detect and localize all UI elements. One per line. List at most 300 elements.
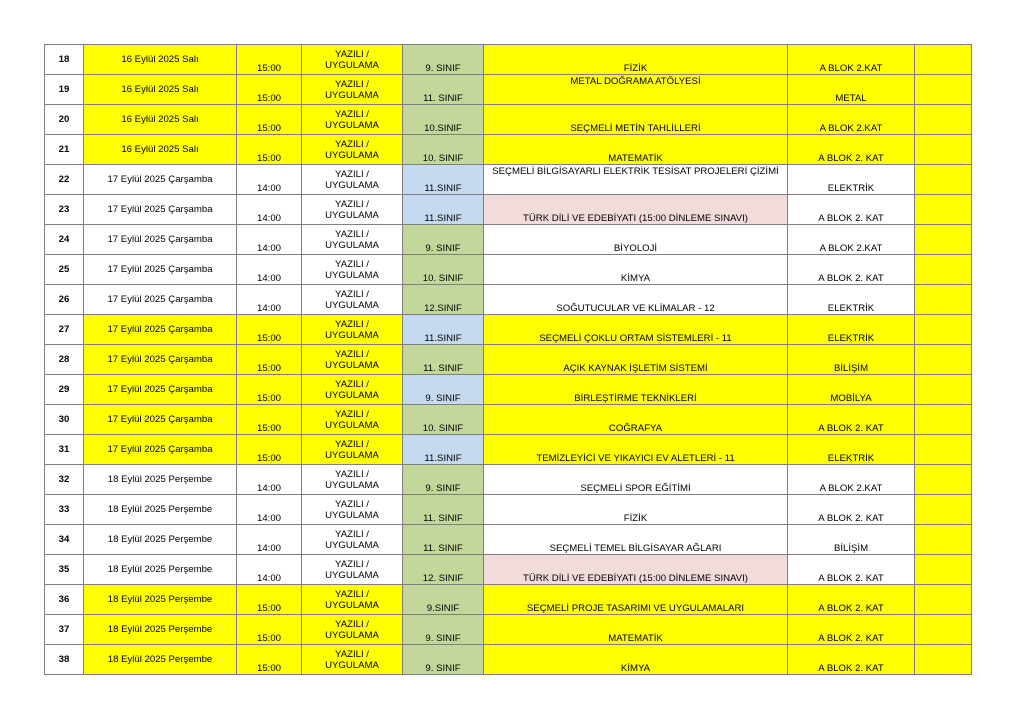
- class-level-cell-text: 10.SINIF: [424, 123, 462, 134]
- exam-type-line1: YAZILI /: [335, 378, 369, 390]
- exam-time-cell: [237, 105, 302, 135]
- row-number-cell: 26: [45, 285, 84, 315]
- exam-type-line1: YAZILI /: [335, 648, 369, 660]
- exam-type-cell: [302, 495, 403, 525]
- exam-type-line1: YAZILI /: [335, 348, 369, 360]
- subject-cell-text: KİMYA: [620, 273, 651, 284]
- table-row: [45, 225, 972, 255]
- exam-type-line2: UYGULAMA: [325, 59, 379, 71]
- subject-cell-text: COĞRAFYA: [608, 423, 663, 434]
- subject-cell: [484, 585, 788, 615]
- exam-type-line1: YAZILI /: [335, 528, 369, 540]
- exam-date-cell: 17 Eylül 2025 Çarşamba: [84, 435, 237, 465]
- class-level-cell-text: 9.SINIF: [426, 603, 460, 614]
- exam-time-cell: [237, 345, 302, 375]
- exam-location-cell-text: A BLOK 2.KAT: [819, 123, 883, 134]
- exam-time-cell: [237, 135, 302, 165]
- exam-time-cell: [237, 315, 302, 345]
- class-level-cell-text: 12. SINIF: [422, 573, 464, 584]
- row-number-cell: 30: [45, 405, 84, 435]
- exam-location-cell: [788, 135, 915, 165]
- class-level-cell-text: 11. SINIF: [423, 513, 463, 524]
- subject-cell: [484, 555, 788, 585]
- exam-time-cell-text: 14:00: [256, 483, 281, 494]
- exam-schedule-sheet: [44, 44, 972, 675]
- subject-cell-text: SEÇMELİ ÇOKLU ORTAM SİSTEMLERİ - 11: [539, 333, 732, 344]
- class-level-cell: [403, 435, 484, 465]
- subject-cell-text: FİZİK: [623, 513, 648, 524]
- exam-type-line2: UYGULAMA: [325, 299, 379, 311]
- exam-time-cell-text: 14:00: [256, 543, 281, 554]
- class-level-cell: [403, 495, 484, 525]
- exam-type-line1: YAZILI /: [335, 618, 369, 630]
- exam-type-cell: [302, 585, 403, 615]
- exam-location-cell-text: A BLOK 2.KAT: [819, 63, 883, 74]
- exam-type-cell: [302, 255, 403, 285]
- exam-type-line1: YAZILI /: [335, 318, 369, 330]
- exam-type-line2: UYGULAMA: [325, 359, 379, 371]
- subject-cell-text: SOĞUTUCULAR VE KLİMALAR - 12: [556, 303, 715, 314]
- exam-time-cell: [237, 645, 302, 675]
- exam-date-cell: 18 Eylül 2025 Perşembe: [84, 495, 237, 525]
- row-number-cell: 20: [45, 105, 84, 135]
- exam-location-cell: [788, 105, 915, 135]
- exam-time-cell-text: 15:00: [256, 663, 281, 674]
- exam-location-cell: [788, 405, 915, 435]
- subject-cell-text: METAL DOĞRAMA ATÖLYESİ: [570, 76, 701, 87]
- class-level-cell-text: 11.SINIF: [424, 453, 462, 464]
- exam-type-line2: UYGULAMA: [325, 659, 379, 671]
- exam-time-cell-text: 15:00: [256, 363, 281, 374]
- subject-cell: [484, 135, 788, 165]
- subject-cell-text: SEÇMELİ SPOR EĞİTİMİ: [580, 483, 691, 494]
- exam-location-cell-text: A BLOK 2. KAT: [818, 513, 884, 524]
- empty-side-cell: [915, 315, 972, 345]
- subject-cell: [484, 435, 788, 465]
- row-number-cell: 38: [45, 645, 84, 675]
- subject-cell-text: SEÇMELİ PROJE TASARIMI VE UYGULAMALARI: [526, 603, 745, 614]
- exam-time-cell-text: 15:00: [256, 333, 281, 344]
- class-level-cell-text: 9. SINIF: [425, 63, 461, 74]
- class-level-cell-text: 9. SINIF: [425, 243, 461, 254]
- empty-side-cell: [915, 405, 972, 435]
- exam-time-cell-text: 15:00: [256, 633, 281, 644]
- exam-date-cell: 17 Eylül 2025 Çarşamba: [84, 225, 237, 255]
- exam-location-cell-text: ELEKTRİK: [827, 333, 875, 344]
- exam-location-cell: [788, 375, 915, 405]
- table-row: [45, 375, 972, 405]
- exam-type-cell: [302, 405, 403, 435]
- exam-type-line2: UYGULAMA: [325, 119, 379, 131]
- exam-type-line2: UYGULAMA: [325, 179, 379, 191]
- class-level-cell: [403, 285, 484, 315]
- table-row: [45, 165, 972, 195]
- exam-time-cell-text: 14:00: [256, 273, 281, 284]
- exam-type-line2: UYGULAMA: [325, 149, 379, 161]
- class-level-cell: [403, 165, 484, 195]
- exam-location-cell-text: A BLOK 2. KAT: [818, 213, 884, 224]
- table-row: [45, 525, 972, 555]
- exam-type-line2: UYGULAMA: [325, 269, 379, 281]
- exam-time-cell-text: 15:00: [256, 393, 281, 404]
- exam-location-cell: [788, 345, 915, 375]
- row-number-cell: 32: [45, 465, 84, 495]
- subject-cell-text: FİZİK: [623, 63, 648, 74]
- exam-type-line2: UYGULAMA: [325, 599, 379, 611]
- row-number-cell: 18: [45, 45, 84, 75]
- exam-date-cell: 17 Eylül 2025 Çarşamba: [84, 285, 237, 315]
- exam-type-line2: UYGULAMA: [325, 419, 379, 431]
- exam-type-cell: [302, 615, 403, 645]
- table-row: [45, 435, 972, 465]
- exam-time-cell: [237, 435, 302, 465]
- exam-location-cell: [788, 165, 915, 195]
- class-level-cell: [403, 375, 484, 405]
- subject-cell: [484, 495, 788, 525]
- exam-location-cell-text: A BLOK 2.KAT: [819, 483, 883, 494]
- exam-location-cell: [788, 45, 915, 75]
- class-level-cell-text: 11. SINIF: [423, 543, 463, 554]
- empty-side-cell: [915, 525, 972, 555]
- exam-type-line1: YAZILI /: [335, 198, 369, 210]
- class-level-cell-text: 10. SINIF: [422, 423, 464, 434]
- class-level-cell: [403, 105, 484, 135]
- empty-side-cell: [915, 585, 972, 615]
- row-number-cell: 19: [45, 75, 84, 105]
- exam-time-cell-text: 14:00: [256, 513, 281, 524]
- subject-cell-text: MATEMATİK: [608, 633, 663, 644]
- exam-type-cell: [302, 135, 403, 165]
- row-number-cell: 33: [45, 495, 84, 525]
- class-level-cell-text: 11. SINIF: [423, 363, 463, 374]
- exam-type-line2: UYGULAMA: [325, 329, 379, 341]
- exam-type-line1: YAZILI /: [335, 258, 369, 270]
- exam-date-cell: 17 Eylül 2025 Çarşamba: [84, 405, 237, 435]
- exam-time-cell: [237, 405, 302, 435]
- row-number-cell: 25: [45, 255, 84, 285]
- subject-cell-text: BİRLEŞTİRME TEKNİKLERİ: [574, 393, 697, 404]
- exam-time-cell: [237, 585, 302, 615]
- row-number-cell: 36: [45, 585, 84, 615]
- class-level-cell-text: 9. SINIF: [425, 483, 461, 494]
- subject-cell: [484, 285, 788, 315]
- class-level-cell: [403, 75, 484, 105]
- table-row: [45, 465, 972, 495]
- exam-type-line2: UYGULAMA: [325, 449, 379, 461]
- class-level-cell-text: 10. SINIF: [422, 153, 464, 164]
- exam-type-line1: YAZILI /: [335, 288, 369, 300]
- exam-time-cell-text: 14:00: [256, 243, 281, 254]
- class-level-cell: [403, 225, 484, 255]
- class-level-cell-text: 11.SINIF: [424, 333, 462, 344]
- class-level-cell-text: 11. SINIF: [423, 93, 463, 104]
- subject-cell-text: SEÇMELİ METİN TAHLİLLERİ: [570, 123, 701, 134]
- table-row: [45, 285, 972, 315]
- exam-time-cell-text: 15:00: [256, 63, 281, 74]
- exam-date-cell: 18 Eylül 2025 Perşembe: [84, 645, 237, 675]
- table-row: [45, 495, 972, 525]
- row-number-cell: 24: [45, 225, 84, 255]
- subject-cell-text: TÜRK DİLİ VE EDEBİYATI (15:00 DİNLEME SINAVI): [523, 573, 748, 584]
- empty-side-cell: [915, 195, 972, 225]
- empty-side-cell: [915, 105, 972, 135]
- exam-location-cell: [788, 555, 915, 585]
- exam-location-cell: [788, 585, 915, 615]
- exam-location-cell: [788, 615, 915, 645]
- exam-time-cell: [237, 45, 302, 75]
- exam-time-cell-text: 14:00: [256, 303, 281, 314]
- empty-side-cell: [915, 255, 972, 285]
- exam-type-line2: UYGULAMA: [325, 89, 379, 101]
- exam-time-cell: [237, 465, 302, 495]
- exam-location-cell-text: A BLOK 2. KAT: [818, 633, 884, 644]
- exam-date-cell: 17 Eylül 2025 Çarşamba: [84, 195, 237, 225]
- row-number-cell: 21: [45, 135, 84, 165]
- subject-cell: [484, 165, 788, 195]
- exam-time-cell-text: 15:00: [256, 423, 281, 434]
- class-level-cell-text: 10. SINIF: [422, 273, 464, 284]
- table-row: [45, 585, 972, 615]
- exam-time-cell-text: 14:00: [256, 183, 281, 194]
- exam-time-cell: [237, 75, 302, 105]
- exam-type-cell: [302, 315, 403, 345]
- subject-cell-text: KİMYA: [620, 663, 651, 674]
- class-level-cell: [403, 195, 484, 225]
- exam-time-cell-text: 14:00: [256, 213, 281, 224]
- exam-location-cell: [788, 255, 915, 285]
- class-level-cell-text: 9. SINIF: [425, 663, 461, 674]
- exam-type-line2: UYGULAMA: [325, 479, 379, 491]
- exam-date-cell: 18 Eylül 2025 Perşembe: [84, 525, 237, 555]
- table-row: [45, 405, 972, 435]
- exam-time-cell-text: 15:00: [256, 603, 281, 614]
- exam-time-cell-text: 14:00: [256, 573, 281, 584]
- exam-date-cell: 17 Eylül 2025 Çarşamba: [84, 315, 237, 345]
- row-number-cell: 31: [45, 435, 84, 465]
- exam-location-cell: [788, 285, 915, 315]
- empty-side-cell: [915, 165, 972, 195]
- subject-cell: [484, 615, 788, 645]
- exam-location-cell-text: ELEKTRİK: [827, 303, 875, 314]
- exam-schedule-table: [44, 44, 972, 675]
- exam-location-cell-text: A BLOK 2. KAT: [818, 153, 884, 164]
- empty-side-cell: [915, 45, 972, 75]
- exam-date-cell: 16 Eylül 2025 Salı: [84, 45, 237, 75]
- exam-location-cell-text: BİLİŞİM: [833, 363, 869, 374]
- row-number-cell: 28: [45, 345, 84, 375]
- exam-location-cell: [788, 495, 915, 525]
- table-row: [45, 345, 972, 375]
- exam-location-cell: [788, 225, 915, 255]
- exam-time-cell: [237, 495, 302, 525]
- row-number-cell: 27: [45, 315, 84, 345]
- exam-date-cell: 16 Eylül 2025 Salı: [84, 105, 237, 135]
- exam-type-line2: UYGULAMA: [325, 629, 379, 641]
- row-number-cell: 34: [45, 525, 84, 555]
- exam-time-cell: [237, 285, 302, 315]
- exam-date-cell: 18 Eylül 2025 Perşembe: [84, 555, 237, 585]
- subject-cell: [484, 225, 788, 255]
- subject-cell-text: BİYOLOJİ: [613, 243, 658, 254]
- class-level-cell: [403, 615, 484, 645]
- subject-cell: [484, 645, 788, 675]
- exam-type-line2: UYGULAMA: [325, 209, 379, 221]
- class-level-cell-text: 12.SINIF: [424, 303, 462, 314]
- exam-location-cell: [788, 315, 915, 345]
- class-level-cell: [403, 405, 484, 435]
- exam-date-cell: 18 Eylül 2025 Perşembe: [84, 615, 237, 645]
- exam-location-cell-text: ELEKTRİK: [827, 183, 875, 194]
- exam-time-cell-text: 15:00: [256, 453, 281, 464]
- subject-cell: [484, 405, 788, 435]
- table-row: [45, 45, 972, 75]
- subject-cell-text: MATEMATİK: [608, 153, 663, 164]
- empty-side-cell: [915, 495, 972, 525]
- row-number-cell: 35: [45, 555, 84, 585]
- exam-type-line2: UYGULAMA: [325, 569, 379, 581]
- exam-date-cell: 18 Eylül 2025 Perşembe: [84, 585, 237, 615]
- class-level-cell: [403, 555, 484, 585]
- subject-cell: [484, 75, 788, 105]
- row-number-cell: 22: [45, 165, 84, 195]
- exam-type-line1: YAZILI /: [335, 588, 369, 600]
- exam-type-line2: UYGULAMA: [325, 509, 379, 521]
- exam-time-cell: [237, 255, 302, 285]
- exam-date-cell: 18 Eylül 2025 Perşembe: [84, 465, 237, 495]
- exam-type-line2: UYGULAMA: [325, 239, 379, 251]
- row-number-cell: 37: [45, 615, 84, 645]
- exam-type-line1: YAZILI /: [335, 108, 369, 120]
- class-level-cell: [403, 315, 484, 345]
- exam-time-cell: [237, 555, 302, 585]
- row-number-cell: 29: [45, 375, 84, 405]
- subject-cell: [484, 375, 788, 405]
- class-level-cell: [403, 135, 484, 165]
- empty-side-cell: [915, 555, 972, 585]
- exam-type-cell: [302, 225, 403, 255]
- class-level-cell-text: 11.SINIF: [424, 183, 462, 194]
- empty-side-cell: [915, 435, 972, 465]
- exam-type-line1: YAZILI /: [335, 48, 369, 60]
- exam-location-cell-text: METAL: [835, 93, 867, 104]
- subject-cell: [484, 345, 788, 375]
- exam-type-line1: YAZILI /: [335, 468, 369, 480]
- exam-time-cell: [237, 375, 302, 405]
- exam-location-cell: [788, 435, 915, 465]
- exam-date-cell: 17 Eylül 2025 Çarşamba: [84, 375, 237, 405]
- schedule-rows: [45, 45, 972, 675]
- table-row: [45, 615, 972, 645]
- subject-cell: [484, 255, 788, 285]
- exam-type-line1: YAZILI /: [335, 438, 369, 450]
- empty-side-cell: [915, 285, 972, 315]
- exam-date-cell: 16 Eylül 2025 Salı: [84, 75, 237, 105]
- exam-date-cell: 17 Eylül 2025 Çarşamba: [84, 345, 237, 375]
- subject-cell: [484, 195, 788, 225]
- exam-location-cell-text: A BLOK 2. KAT: [818, 273, 884, 284]
- subject-cell-text: AÇIK KAYNAK İŞLETİM SİSTEMİ: [563, 363, 708, 374]
- exam-type-cell: [302, 45, 403, 75]
- exam-location-cell-text: BİLİŞİM: [833, 543, 869, 554]
- empty-side-cell: [915, 75, 972, 105]
- exam-location-cell-text: A BLOK 2. KAT: [818, 663, 884, 674]
- exam-type-cell: [302, 285, 403, 315]
- exam-type-line1: YAZILI /: [335, 408, 369, 420]
- exam-location-cell-text: ELEKTRİK: [827, 453, 875, 464]
- exam-time-cell: [237, 525, 302, 555]
- exam-time-cell: [237, 615, 302, 645]
- table-row: [45, 135, 972, 165]
- exam-type-line2: UYGULAMA: [325, 389, 379, 401]
- subject-cell: [484, 315, 788, 345]
- class-level-cell-text: 9. SINIF: [425, 633, 461, 644]
- exam-type-cell: [302, 465, 403, 495]
- row-number-cell: 23: [45, 195, 84, 225]
- class-level-cell: [403, 255, 484, 285]
- exam-location-cell-text: A BLOK 2. KAT: [818, 423, 884, 434]
- exam-type-cell: [302, 75, 403, 105]
- class-level-cell: [403, 345, 484, 375]
- exam-time-cell-text: 15:00: [256, 93, 281, 104]
- empty-side-cell: [915, 345, 972, 375]
- class-level-cell-text: 9. SINIF: [425, 393, 461, 404]
- exam-type-cell: [302, 165, 403, 195]
- exam-type-cell: [302, 345, 403, 375]
- exam-type-cell: [302, 195, 403, 225]
- empty-side-cell: [915, 375, 972, 405]
- exam-date-cell: 16 Eylül 2025 Salı: [84, 135, 237, 165]
- subject-cell: [484, 525, 788, 555]
- exam-time-cell-text: 15:00: [256, 123, 281, 134]
- empty-side-cell: [915, 135, 972, 165]
- exam-type-line1: YAZILI /: [335, 168, 369, 180]
- exam-location-cell: [788, 645, 915, 675]
- exam-time-cell: [237, 225, 302, 255]
- subject-cell-text: SEÇMELİ TEMEL BİLGİSAYAR AĞLARI: [549, 543, 722, 554]
- table-row: [45, 195, 972, 225]
- subject-cell: [484, 45, 788, 75]
- exam-type-line1: YAZILI /: [335, 138, 369, 150]
- empty-side-cell: [915, 225, 972, 255]
- exam-location-cell-text: MOBİLYA: [830, 393, 872, 404]
- exam-time-cell: [237, 195, 302, 225]
- exam-type-line1: YAZILI /: [335, 498, 369, 510]
- exam-location-cell-text: A BLOK 2. KAT: [818, 573, 884, 584]
- exam-type-line1: YAZILI /: [335, 558, 369, 570]
- table-row: [45, 105, 972, 135]
- exam-location-cell-text: A BLOK 2.KAT: [819, 243, 883, 254]
- exam-type-cell: [302, 105, 403, 135]
- class-level-cell: [403, 525, 484, 555]
- subject-cell: [484, 465, 788, 495]
- exam-location-cell: [788, 525, 915, 555]
- exam-location-cell: [788, 195, 915, 225]
- table-row: [45, 315, 972, 345]
- table-row: [45, 75, 972, 105]
- exam-time-cell: [237, 165, 302, 195]
- subject-cell-text: TÜRK DİLİ VE EDEBİYATI (15:00 DİNLEME SINAVI): [523, 213, 748, 224]
- class-level-cell-text: 11.SINIF: [424, 213, 462, 224]
- exam-location-cell: [788, 465, 915, 495]
- class-level-cell: [403, 645, 484, 675]
- table-row: [45, 255, 972, 285]
- exam-date-cell: 17 Eylül 2025 Çarşamba: [84, 255, 237, 285]
- exam-type-cell: [302, 555, 403, 585]
- exam-type-cell: [302, 375, 403, 405]
- exam-time-cell-text: 15:00: [256, 153, 281, 164]
- exam-location-cell: [788, 75, 915, 105]
- class-level-cell: [403, 585, 484, 615]
